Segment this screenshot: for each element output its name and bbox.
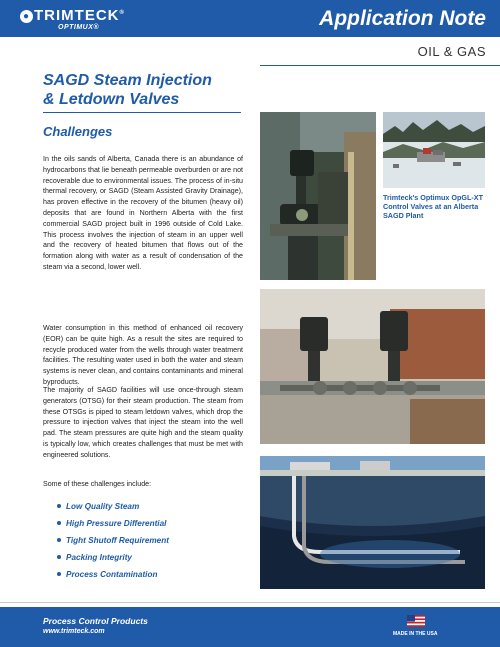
- list-item: Tight Shutoff Requirement: [57, 536, 169, 553]
- optimux-logo: OPTIMUX®: [58, 24, 100, 31]
- valve-closeup-photo: [260, 112, 376, 280]
- footer-divider: [0, 602, 500, 603]
- paragraph-water: Water consumption in this method of enhanced oil recovery (EOR) can be quite high. As a result the sites are required to recycle produced water from the wells through water treatment facilities. The resulting water used in both the water and steam systems is never clean, and contains contaminants and mineral byproducts.: [43, 324, 243, 386]
- valve-installation-photo: [260, 289, 485, 444]
- title-divider: [43, 112, 241, 113]
- paragraph-intro: In the oils sands of Alberta, Canada there is an abundance of hydrocarbons that lie beneath permeable overburden or are not recoverable due to environmental issues. The process of in-situ thermal recovery, or SAGD (Steam Assisted Gravity Drainage), has proven effective in the recovery of the bitumen (heavy oil) deposits that are found in Northern Alberta with the first commercial SAGD project built in 1996 outside of Cold Lake. This process involves the injection of steam in an upper well and the recovery of heated bitumen that flows out of the formation along with water as a result of condensation of the steam via a second, lower well.: [43, 155, 243, 271]
- trimteck-logo: [20, 7, 125, 24]
- logo-globe-icon: ●: [20, 10, 33, 23]
- us-flag-icon: [407, 615, 425, 627]
- logo-text: TRIMTECK: [34, 7, 120, 24]
- sector-label: OIL & GAS: [417, 44, 486, 59]
- title-line-2: & Letdown Valves: [43, 91, 180, 108]
- bullet-icon: [57, 504, 61, 508]
- footer-website-link[interactable]: www.trimteck.com: [43, 628, 105, 635]
- list-item: Process Contamination: [57, 570, 169, 587]
- list-item: High Pressure Differential: [57, 519, 169, 536]
- bullet-icon: [57, 538, 61, 542]
- challenges-list: [57, 502, 169, 587]
- alberta-plant-photo: [383, 112, 485, 188]
- footer-band: [0, 607, 500, 647]
- photo-caption: Trimteck's Optimux OpGL-XT Control Valves at an Alberta SAGD Plant: [383, 193, 483, 220]
- sector-divider: [260, 65, 500, 66]
- doc-type-title: Application Note: [319, 7, 486, 30]
- list-item: Packing Integrity: [57, 553, 169, 570]
- footer-tagline: Process Control Products: [43, 616, 148, 626]
- made-in-usa-label: MADE IN THE USA: [393, 631, 438, 637]
- bullet-icon: [57, 521, 61, 525]
- paragraph-challenges-intro: Some of these challenges include:: [43, 480, 152, 488]
- header-band: [0, 0, 500, 37]
- section-heading: Challenges: [43, 124, 113, 139]
- bullet-icon: [57, 555, 61, 559]
- bullet-icon: [57, 572, 61, 576]
- sagd-diagram-image: [260, 456, 485, 589]
- logo-registered-mark: ®: [119, 10, 125, 16]
- document-title: [43, 71, 253, 109]
- title-line-1: SAGD Steam Injection: [43, 72, 212, 89]
- paragraph-otsg: The majority of SAGD facilities will use once-through steam generators (OTSG) for their steam production. The steam from these OTSGs is piped to steam letdown valves, which drop the pressure to injection valves that inject the steam into the well pad. The steam pressures are quite high and the steam quality is typically low, which creates challenges that must be met with engineered solutions.: [43, 386, 243, 459]
- list-item: Low Quality Steam: [57, 502, 169, 519]
